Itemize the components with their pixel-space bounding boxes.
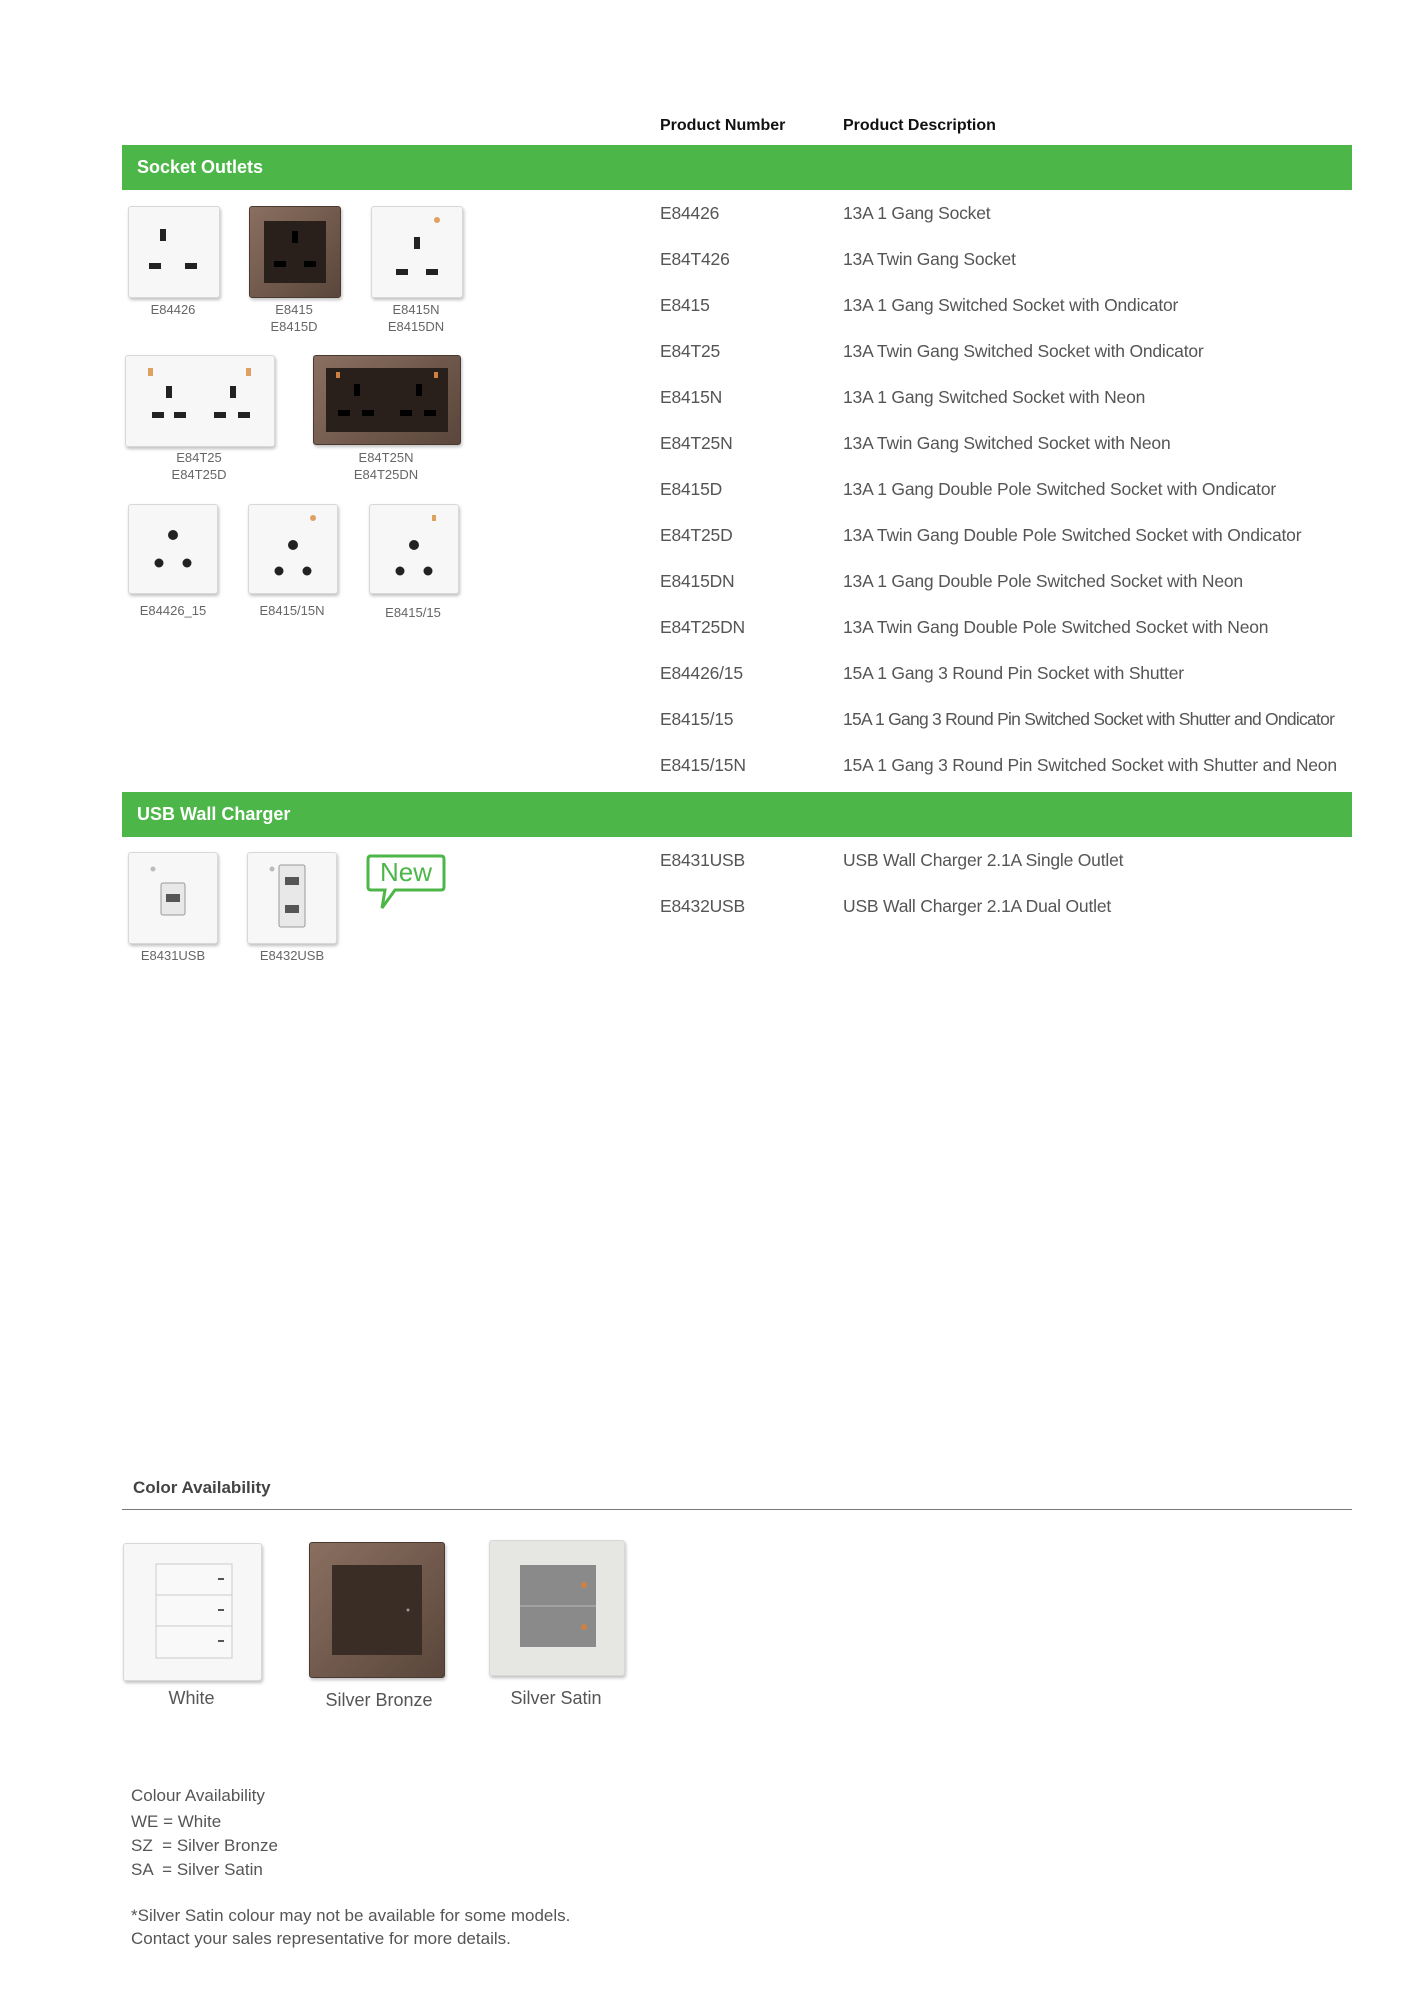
usb-image-e8432usb xyxy=(247,852,337,944)
product-description: USB Wall Charger 2.1A Single Outlet xyxy=(843,850,1124,870)
product-number: E8415DN xyxy=(660,571,735,591)
socket-image-e8415 xyxy=(249,206,341,298)
new-badge xyxy=(365,853,447,913)
socket-outlets-band xyxy=(122,145,1352,190)
product-description: 13A 1 Gang Double Pole Switched Socket with Neon xyxy=(843,571,1243,591)
table-row xyxy=(660,850,1360,870)
table-row xyxy=(660,571,1360,591)
image-caption: E8432USB xyxy=(259,948,325,963)
product-number: E8415/15 xyxy=(660,709,734,729)
socket-image-e84426 xyxy=(128,206,220,298)
product-description: 13A 1 Gang Switched Socket with Neon xyxy=(843,387,1146,407)
product-description: 15A 1 Gang 3 Round Pin Switched Socket with Shutter and Neon xyxy=(843,755,1337,775)
product-description: 15A 1 Gang 3 Round Pin Switched Socket with Shutter and Ondicator xyxy=(843,709,1335,729)
table-row xyxy=(660,617,1360,637)
footnote-line: Contact your sales representative for more details. xyxy=(131,1929,511,1948)
product-number: E8431USB xyxy=(660,850,745,870)
image-caption: E8415/15N xyxy=(259,603,325,618)
product-number: E8415N xyxy=(660,387,723,407)
usb-wall-charger-band xyxy=(122,792,1352,837)
product-number: E8415D xyxy=(660,479,723,499)
usb-wall-charger-title: USB Wall Charger xyxy=(137,804,291,824)
product-description: 13A Twin Gang Double Pole Switched Socket with Neon xyxy=(843,617,1269,637)
swatch-label-silver-satin: Silver Satin xyxy=(510,1688,602,1708)
image-caption: E8415/15 xyxy=(385,605,441,620)
product-description: USB Wall Charger 2.1A Dual Outlet xyxy=(843,896,1112,916)
table-row xyxy=(660,203,1360,223)
image-caption: E84426 xyxy=(150,302,196,317)
product-description: 13A 1 Gang Socket xyxy=(843,203,991,223)
swatch-label-white: White xyxy=(168,1688,215,1708)
socket-image-e84426-15 xyxy=(128,504,218,594)
table-row xyxy=(660,387,1360,407)
socket-outlets-title: Socket Outlets xyxy=(137,157,264,177)
product-description: 13A Twin Gang Socket xyxy=(843,249,1016,269)
product-description-header: Product Description xyxy=(843,117,996,134)
socket-image-e84t25n xyxy=(313,355,461,445)
image-caption: E84426_15 xyxy=(139,603,207,618)
table-row xyxy=(660,525,1360,545)
legend-item: SZ = Silver Bronze xyxy=(131,1836,278,1855)
product-number: E84T25DN xyxy=(660,617,745,637)
table-row xyxy=(660,755,1360,775)
product-description: 13A Twin Gang Switched Socket with Ondicator xyxy=(843,341,1204,361)
product-description: 13A Twin Gang Double Pole Switched Socket with Ondicator xyxy=(843,525,1302,545)
product-number: E84T25D xyxy=(660,525,733,545)
usb-image-e8431usb xyxy=(128,852,218,944)
color-availability-title: Color Availability xyxy=(133,1478,271,1497)
product-description: 13A 1 Gang Switched Socket with Ondicator xyxy=(843,295,1179,315)
table-row xyxy=(660,295,1360,315)
table-row xyxy=(660,663,1360,683)
socket-image-e8415-15 xyxy=(369,504,459,594)
table-row xyxy=(660,341,1360,361)
image-caption: E8415 E8415D xyxy=(270,302,318,334)
table-row xyxy=(660,896,1360,916)
legend-item: WE = White xyxy=(131,1812,222,1831)
section-divider xyxy=(122,1509,1352,1510)
footnote-line: *Silver Satin colour may not be available for some models. xyxy=(131,1906,571,1925)
legend-title: Colour Availability xyxy=(131,1786,265,1805)
table-row xyxy=(660,709,1360,729)
product-number: E84T25 xyxy=(660,341,721,361)
image-caption: E8431USB xyxy=(140,948,206,963)
product-number-header: Product Number xyxy=(660,117,786,134)
table-row xyxy=(660,433,1360,453)
new-badge-label: New xyxy=(379,857,432,887)
socket-image-e8415n xyxy=(371,206,463,298)
table-row xyxy=(660,479,1360,499)
product-number: E84T25N xyxy=(660,433,733,453)
product-description: 13A Twin Gang Switched Socket with Neon xyxy=(843,433,1171,453)
product-description: 13A 1 Gang Double Pole Switched Socket with Ondicator xyxy=(843,479,1276,499)
image-caption: E84T25N E84T25DN xyxy=(353,450,419,482)
product-number: E8415 xyxy=(660,295,710,315)
socket-image-e84t25 xyxy=(125,355,275,447)
product-number: E84T426 xyxy=(660,249,730,269)
product-number: E8432USB xyxy=(660,896,745,916)
product-number: E84426 xyxy=(660,203,720,223)
image-caption: E8415N E8415DN xyxy=(387,302,445,334)
socket-image-e8415-15n xyxy=(248,504,338,594)
swatch-white-image xyxy=(123,1543,262,1681)
swatch-silver-satin-image xyxy=(489,1540,625,1676)
legend-item: SA = Silver Satin xyxy=(131,1860,263,1879)
product-description: 15A 1 Gang 3 Round Pin Socket with Shutter xyxy=(843,663,1184,683)
table-row xyxy=(660,249,1360,269)
image-caption: E84T25 E84T25D xyxy=(171,450,227,482)
product-number: E8415/15N xyxy=(660,755,746,775)
swatch-label-silver-bronze: Silver Bronze xyxy=(325,1690,433,1710)
product-number: E84426/15 xyxy=(660,663,743,683)
swatch-silver-bronze-image xyxy=(309,1542,445,1678)
